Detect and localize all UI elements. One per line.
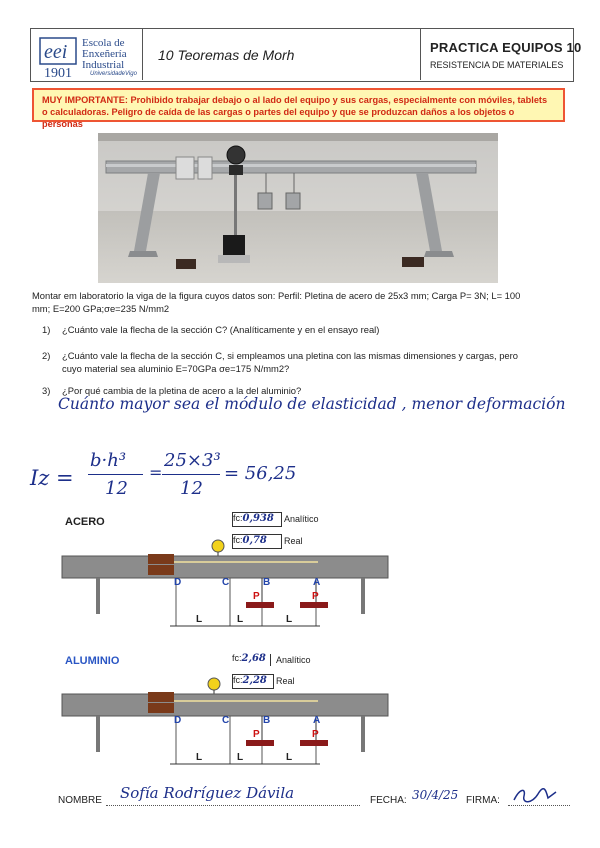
- acero-point-c: C: [222, 577, 230, 588]
- question-2: 2) ¿Cuánto vale la flecha de la sección C, si empleamos una pletina con las mismas dimensiones y cargas, pero cuyo material sea aluminio E=70GPa σe=175 N/mm2?: [42, 350, 518, 374]
- question-1: 1) ¿Cuánto vale la flecha de la sección C? (Analíticamente y en el ensayo real): [42, 324, 380, 335]
- acero-point-a: A: [313, 577, 321, 588]
- school-year: 1901: [44, 66, 72, 81]
- answer-3-handwritten: Cuánto mayor sea el módulo de elasticidad , menor deformación: [58, 395, 566, 413]
- school-name: Escola de Enxeñería Industrial: [82, 37, 127, 71]
- nombre-label: NOMBRE: [58, 795, 102, 806]
- formula-den2: 12: [180, 478, 203, 499]
- formula-num1: b·h³: [90, 450, 127, 471]
- aluminio-point-d: D: [174, 715, 182, 726]
- acero-fc-real: fc:0,78: [232, 534, 282, 549]
- subject-name: RESISTENCIA DE MATERIALES: [430, 60, 564, 70]
- acero-real-label: Real: [284, 536, 303, 546]
- aluminio-point-a: A: [313, 715, 321, 726]
- svg-text:eei: eei: [44, 41, 68, 63]
- intro-text: Montar em laboratorio la viga de la figura cuyos datos son: Perfil: Pletina de acero de 25x3 mm; Carga P= 3N; L= 100 mm; E=200 GPa;σe=235 N/mm2: [32, 290, 521, 314]
- acero-label: ACERO: [65, 516, 105, 528]
- aluminio-fc-analitico: fc:2,68: [232, 653, 266, 664]
- aluminio-point-b: B: [263, 715, 271, 726]
- aluminio-point-c: C: [222, 715, 230, 726]
- aluminio-load-p2: P: [312, 729, 319, 740]
- fecha-label: FECHA:: [370, 795, 407, 806]
- formula-den1: 12: [105, 478, 128, 499]
- signature-image: [510, 784, 560, 806]
- aluminio-real-label: Real: [276, 676, 295, 686]
- fecha-value: 30/4/25: [412, 788, 459, 802]
- acero-load-p2: P: [312, 591, 319, 602]
- equipment-photo: [98, 133, 498, 283]
- nombre-value: Sofía Rodríguez Dávila: [120, 784, 295, 802]
- acero-analitico-label: Analítico: [284, 514, 319, 524]
- formula-eq2: = 56,25: [224, 463, 297, 484]
- aluminio-load-p1: P: [253, 729, 260, 740]
- practica-title: PRACTICA EQUIPOS 10: [430, 40, 582, 55]
- formula-lhs: Iz =: [30, 466, 74, 490]
- question-3: 3) ¿Por qué cambia de la pletina de acero a la del aluminio?: [42, 385, 302, 396]
- fraction-bar-1: [88, 474, 143, 475]
- aluminio-span-l2: L: [237, 752, 244, 763]
- safety-warning: MUY IMPORTANTE: Prohibido trabajar debajo o al lado del equipo y sus cargas, especialmente con móviles, tablets o calculadoras. Peligro de caída de las cargas o partes del equipo y que se produzcan daños a los objetos o personas: [32, 88, 565, 122]
- aluminio-analitico-label: Analítico: [276, 655, 311, 665]
- acero-span-l1: L: [196, 614, 203, 625]
- acero-span-l3: L: [286, 614, 293, 625]
- formula-num2: 25×3³: [164, 450, 221, 471]
- fraction-bar-2: [162, 474, 220, 475]
- formula-eq1: =: [149, 463, 163, 482]
- firma-label: FIRMA:: [466, 795, 500, 806]
- school-logo-icon: [38, 36, 78, 66]
- aluminio-span-l3: L: [286, 752, 293, 763]
- acero-point-b: B: [263, 577, 271, 588]
- aluminio-fc-real: fc:2,28: [232, 674, 274, 689]
- university-name: UniversidadeVigo: [90, 71, 137, 77]
- aluminio-label: ALUMINIO: [65, 655, 120, 667]
- acero-point-d: D: [174, 577, 182, 588]
- nombre-line: [106, 805, 360, 806]
- acero-load-p1: P: [253, 591, 260, 602]
- acero-span-l2: L: [237, 614, 244, 625]
- acero-fc-analitico: fc:0,938: [232, 512, 282, 527]
- aluminio-span-l1: L: [196, 752, 203, 763]
- page-title: 10 Teoremas de Morh: [158, 47, 295, 63]
